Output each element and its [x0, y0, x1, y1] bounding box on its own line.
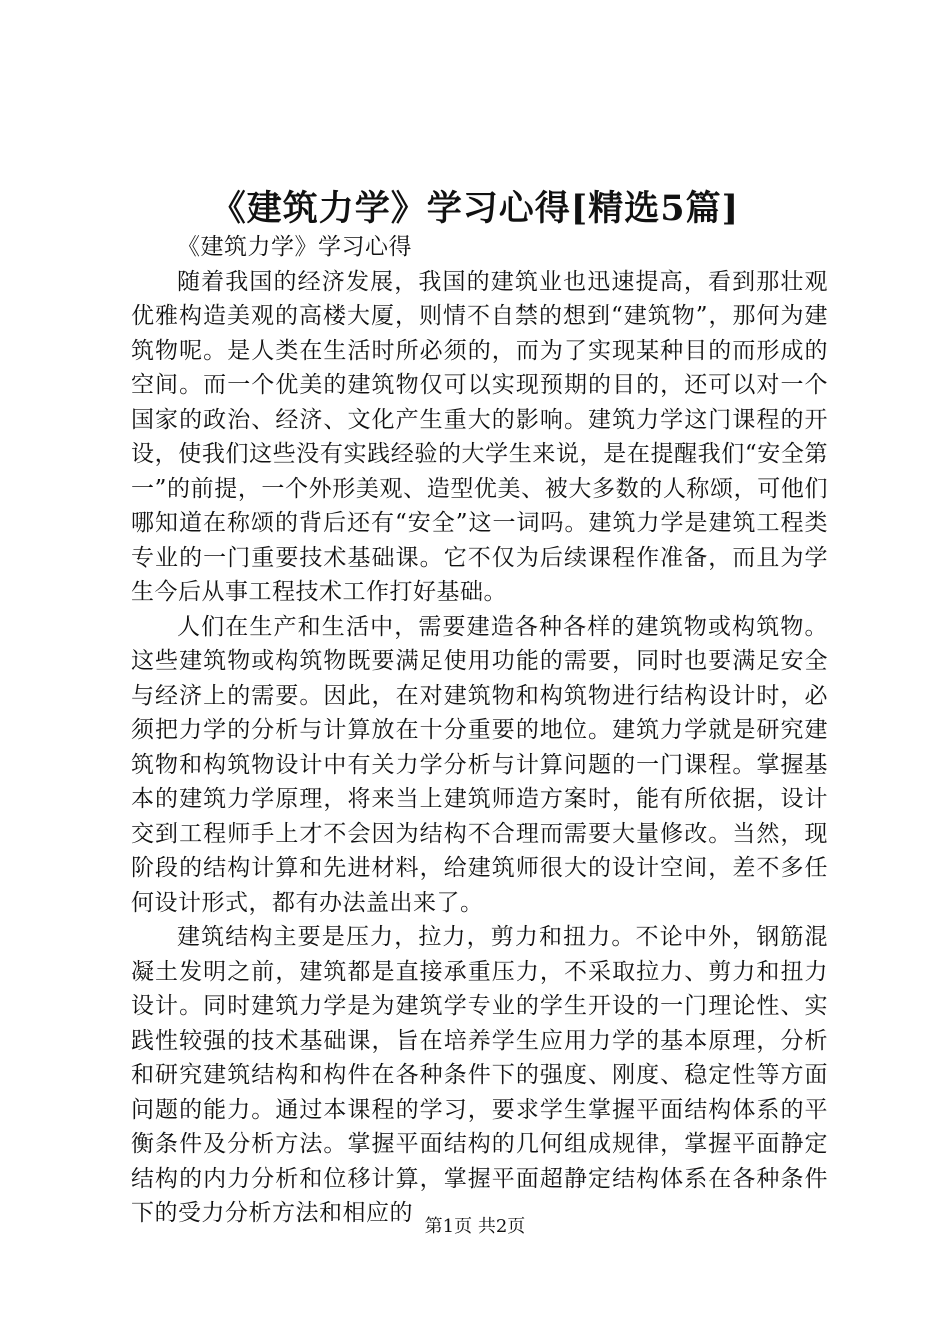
paragraph-2: 人们在生产和生活中，需要建造各种各样的建筑物或构筑物。这些建筑物或构筑物既要满足使用功能的需要，同时也要满足安全与经济上的需要。因此，在对建筑物和构筑物进行结构设计时，必须把力学的分析与计算放在十分重要的地位。建筑力学就是研究建筑物和构筑物设计中有关力学分析与计算问题的一门课程。掌握基本的建筑力学原理，将来当上建筑师造方案时，能有所依据，设计交到工程师手上才不会因为结构不合理而需要大量修改。当然，现阶段的结构计算和先进材料，给建筑师很大的设计空间，差不多任何设计形式，都有办法盖出来了。	[131, 613, 828, 916]
page-footer: 第1页 共2页	[424, 1216, 526, 1237]
document-title: 《建筑力学》学习心得[精选5篇]	[210, 188, 740, 229]
document-body	[131, 230, 828, 1231]
paragraph-3: 建筑结构主要是压力，拉力，剪力和扭力。不论中外，钢筋混凝土发明之前，建筑都是直接承重压力，不采取拉力、剪力和扭力设计。同时建筑力学是为建筑学专业的学生开设的一门理论性、实践性较强的技术基础课，旨在培养学生应用力学的基本原理，分析和研究建筑结构和构件在各种条件下的强度、刚度、稳定性等方面问题的能力。通过本课程的学习，要求学生掌握平面结构体系的平衡条件及分析方法。掌握平面结构的几何组成规律，掌握平面静定结构的内力分析和位移计算，掌握平面超静定结构体系在各种条件下的受力分析方法和相应的	[131, 924, 828, 1226]
paragraph-1: 随着我国的经济发展，我国的建筑业也迅速提高，看到那壮观优雅构造美观的高楼大厦，则情不自禁的想到“建筑物”，那何为建筑物呢。是人类在生活时所必须的，而为了实现某种目的而形成的空间。而一个优美的建筑物仅可以实现预期的目的，还可以对一个国家的政治、经济、文化产生重大的影响。建筑力学这门课程的开设，使我们这些没有实践经验的大学生来说，是在提醒我们“安全第一”的前提，一个外形美观、造型优美、被大多数的人称颂，可他们哪知道在称颂的背后还有“安全”这一词吗。建筑力学是建筑工程类专业的一门重要技术基础课。它不仅为后续课程作准备，而且为学生今后从事工程技术工作打好基础。	[131, 268, 828, 605]
document-subtitle: 《建筑力学》学习心得	[177, 234, 412, 260]
